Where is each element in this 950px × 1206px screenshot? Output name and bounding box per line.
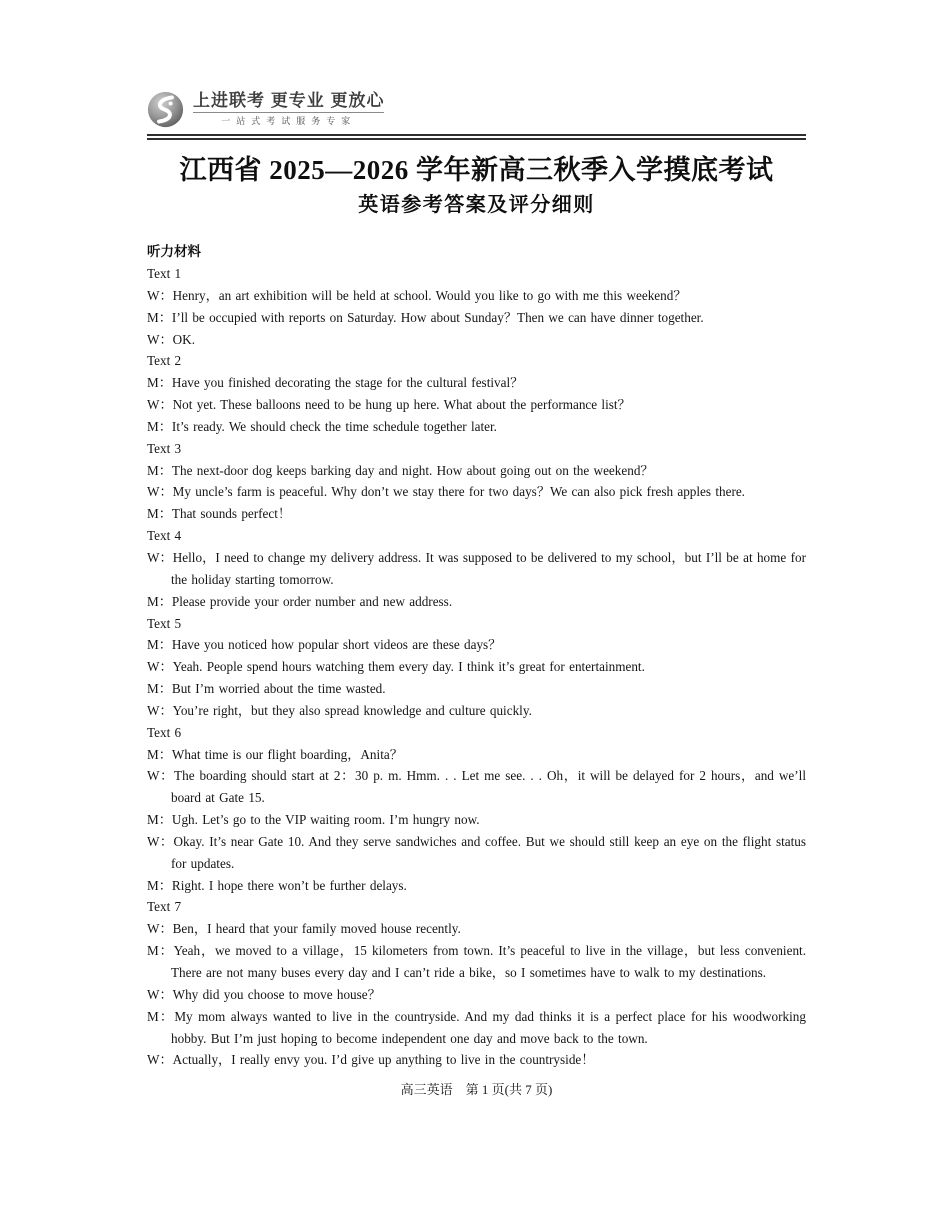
text-marker: Text 7	[147, 899, 182, 915]
text-marker: Text 3	[147, 440, 182, 456]
dialogue-line	[147, 503, 806, 525]
speaker-label: W：	[147, 287, 173, 303]
utterance-text: But I’m worried about the time wasted.	[171, 681, 386, 697]
speaker-label: W：	[147, 833, 174, 849]
page-subtitle: 英语参考答案及评分细则	[358, 194, 595, 216]
utterance-text: Have you noticed how popular short videos are these days？	[171, 637, 502, 653]
utterance-text: Yeah，we moved to a village，15 kilometers from town. It’s peaceful to live in the village，but less convenient. There are not many buses every day and I can’t ride a bike，so I sometimes have to walk to my destinations.	[171, 943, 806, 980]
dialogue-line	[147, 307, 806, 329]
document-body	[147, 241, 806, 1071]
utterance-text: The next-door dog keeps barking day and night. How about going out on the weekend？	[171, 462, 654, 478]
dialogue-line	[147, 678, 806, 700]
speaker-label: W：	[147, 921, 173, 937]
utterance-text: My uncle’s farm is peaceful. Why don’t we stay there for two days？We can also pick fresh apples there.	[172, 484, 745, 500]
utterance-text: The boarding should start at 2：30 p. m. Hmm. . . Let me see. . . Oh，it will be delayed for 2 hours，and we’ll board at Gate 15.	[171, 768, 806, 806]
dialogue-line	[147, 918, 806, 940]
speaker-label: M：	[147, 309, 172, 325]
speaker-label: M：	[147, 506, 172, 522]
brand-tagline: 一站式考试服务专家	[193, 112, 384, 127]
utterance-text: You’re right，but they also spread knowledge and culture quickly.	[172, 702, 532, 718]
utterance-text: Yeah. People spend hours watching them every day. I think it’s great for entertainment.	[172, 659, 645, 675]
speaker-label: W：	[147, 659, 173, 675]
speaker-label: W：	[147, 986, 173, 1002]
speaker-label: M：	[147, 746, 172, 762]
section-heading: 听力材料	[147, 244, 201, 259]
dialogue-line	[147, 875, 806, 897]
brand-header	[147, 88, 806, 130]
speaker-label: W：	[147, 549, 173, 565]
dialogue-line	[147, 809, 806, 831]
dialogue-line	[147, 285, 806, 307]
speaker-label: W：	[147, 397, 173, 413]
utterance-text: What time is our flight boarding，Anita？	[171, 746, 403, 762]
dialogue-line	[147, 1049, 806, 1071]
dialogue-line	[147, 481, 806, 503]
utterance-text: I’ll be occupied with reports on Saturday. How about Sunday？Then we can have dinner together.	[171, 309, 704, 325]
utterance-text: Please provide your order number and new address.	[171, 593, 453, 609]
utterance-text: That sounds perfect！	[171, 506, 292, 522]
brand-title: 上进联考 更专业 更放心	[193, 91, 385, 110]
speaker-label: M：	[147, 877, 172, 893]
dialogue-line	[147, 744, 806, 766]
speaker-label: M：	[147, 418, 172, 434]
page-header	[147, 88, 806, 217]
speaker-label: M：	[147, 681, 172, 697]
dialogue-line	[147, 329, 806, 351]
speaker-label: W：	[147, 484, 173, 500]
utterance-text: Okay. It’s near Gate 10. And they serve sandwiches and coffee. But we should still keep an eye on the flight status for updates.	[171, 833, 806, 871]
speaker-label: M：	[147, 593, 172, 609]
text-marker: Text 1	[147, 266, 182, 281]
speaker-label: M：	[147, 812, 172, 828]
speaker-label: W：	[147, 1052, 173, 1068]
dialogue-line	[147, 394, 806, 416]
utterance-text: OK.	[172, 331, 195, 347]
dialogue-line	[147, 372, 806, 394]
text-marker: Text 6	[147, 724, 182, 740]
dialogue-line	[147, 416, 806, 438]
listening-script	[147, 263, 806, 1071]
utterance-text: Ben，I heard that your family moved house recently.	[172, 921, 461, 937]
speaker-label: W：	[147, 702, 173, 718]
utterance-text: Have you finished decorating the stage for the cultural festival？	[171, 375, 524, 391]
speaker-label: M：	[147, 375, 172, 391]
speaker-label: W：	[147, 331, 173, 347]
utterance-text: It’s ready. We should check the time schedule together later.	[171, 418, 497, 434]
text-marker: Text 4	[147, 528, 182, 544]
swirl-logo-icon	[147, 91, 184, 128]
dialogue-line	[147, 1006, 806, 1050]
speaker-label: M：	[147, 462, 172, 478]
page-title: 江西省 2025—2026 学年新高三秋季入学摸底考试	[179, 155, 774, 185]
speaker-label: M：	[147, 1008, 175, 1024]
utterance-text: Actually，I really envy you. I’d give up anything to live in the countryside！	[172, 1052, 595, 1068]
speaker-label: M：	[147, 943, 174, 959]
page-footer: 高三英语 第 1 页(共 7 页)	[400, 1082, 553, 1098]
dialogue-line	[147, 984, 806, 1006]
dialogue-line	[147, 700, 806, 722]
brand-text	[193, 91, 384, 127]
speaker-label: M：	[147, 637, 172, 653]
dialogue-line	[147, 765, 806, 809]
header-divider	[147, 134, 806, 140]
utterance-text: Henry，an art exhibition will be held at school. Would you like to go with me this weekend？	[172, 287, 687, 303]
dialogue-line	[147, 656, 806, 678]
dialogue-line	[147, 940, 806, 984]
speaker-label: W：	[147, 768, 175, 784]
utterance-text: Hello，I need to change my delivery address. It was supposed to be delivered to my school，but I’ll be at home for the holiday starting tomorrow.	[171, 549, 806, 587]
dialogue-line	[147, 634, 806, 656]
text-marker: Text 5	[147, 615, 182, 631]
utterance-text: Why did you choose to move house？	[172, 986, 381, 1002]
utterance-text: Right. I hope there won’t be further delays.	[171, 877, 407, 893]
utterance-text: Ugh. Let’s go to the VIP waiting room. I’m hungry now.	[171, 812, 480, 828]
dialogue-line	[147, 547, 806, 591]
utterance-text: Not yet. These balloons need to be hung up here. What about the performance list？	[172, 397, 631, 413]
dialogue-line	[147, 591, 806, 613]
dialogue-line	[147, 460, 806, 482]
dialogue-line	[147, 831, 806, 875]
utterance-text: My mom always wanted to live in the countryside. And my dad thinks it is a perfect place for his woodworking hobby. But I’m just hoping to become independent one day and move back to the town.	[171, 1008, 806, 1046]
text-marker: Text 2	[147, 353, 182, 369]
